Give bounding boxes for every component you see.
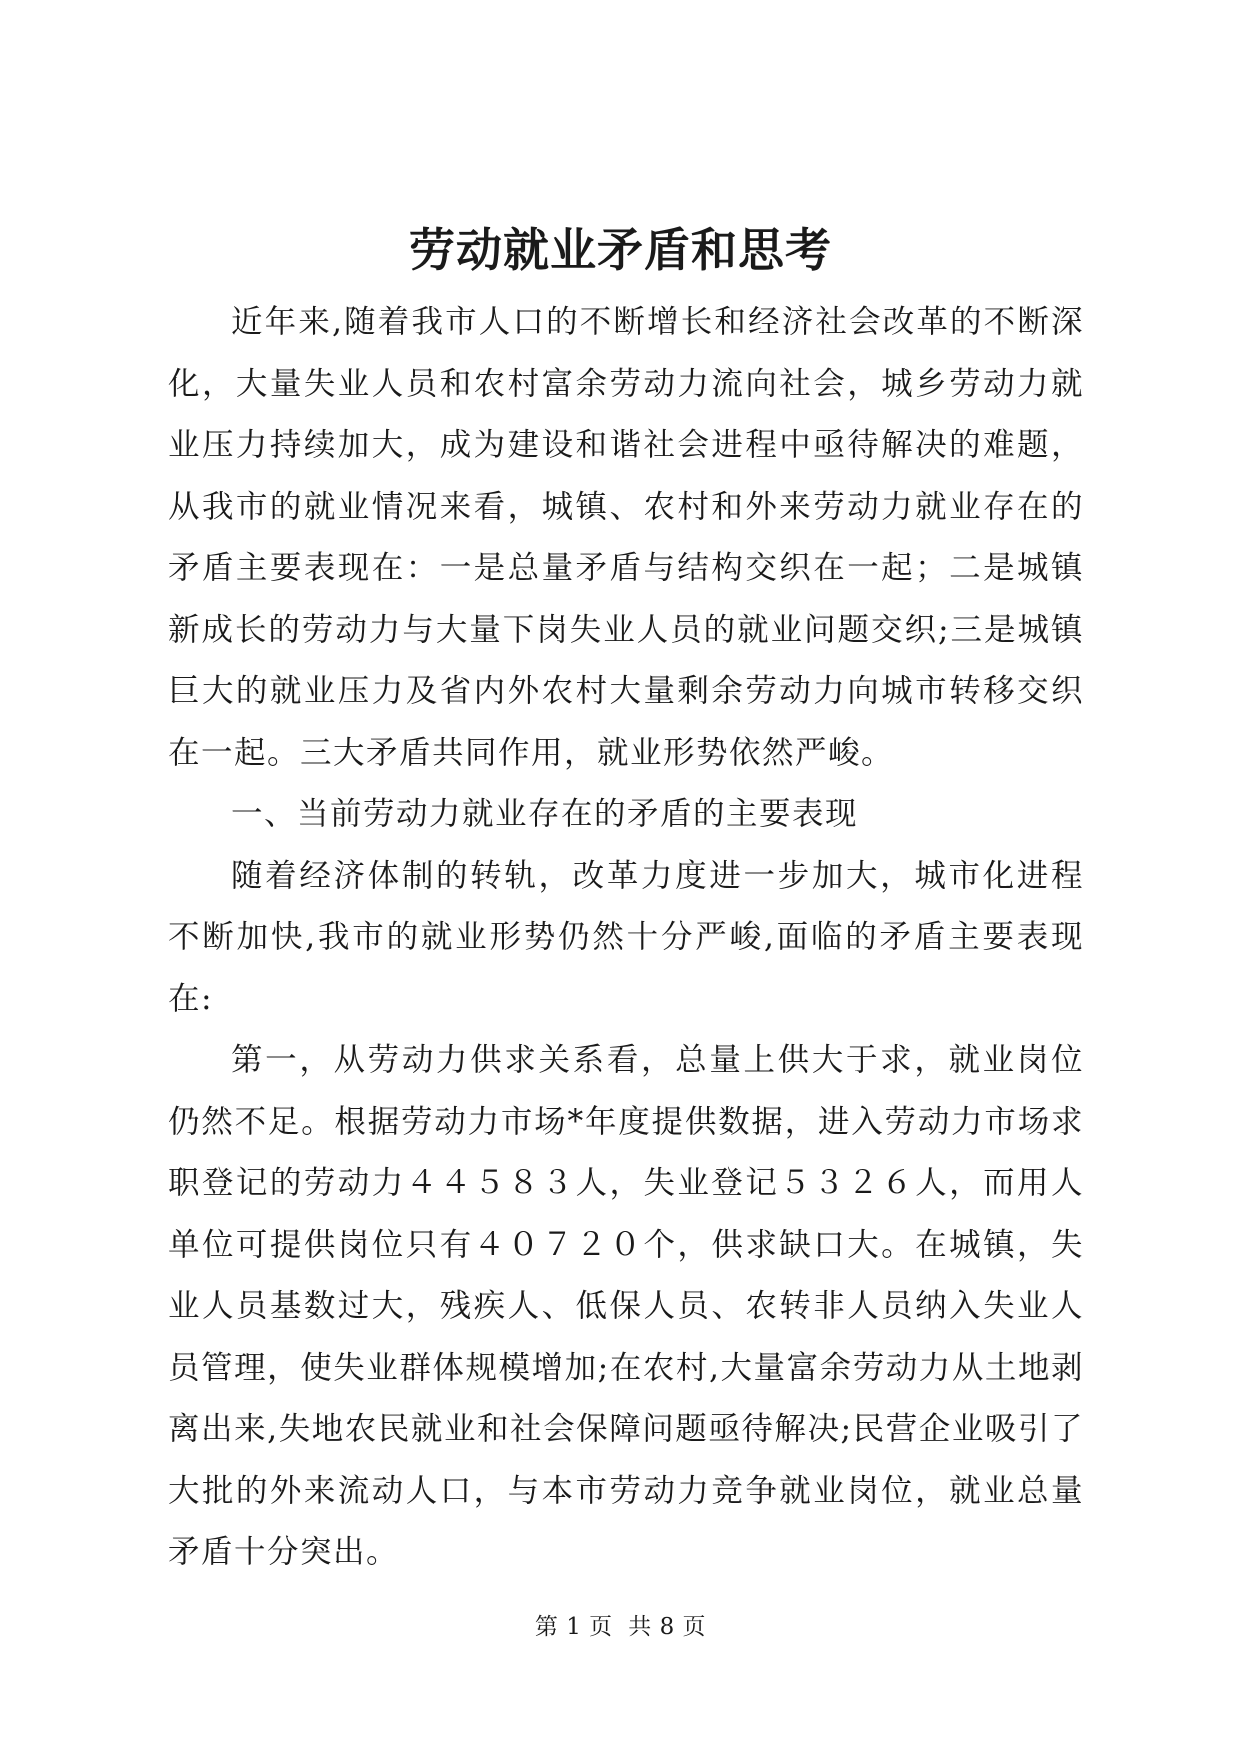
- section-heading: 一、当前劳动力就业存在的矛盾的主要表现: [231, 796, 859, 832]
- document-title: 劳动就业矛盾和思考: [409, 223, 832, 277]
- page-footer: [0, 1612, 1241, 1642]
- document-body: [168, 292, 1084, 1584]
- paragraph-first-point: 第一，从劳动力供求关系看，总量上供大于求，就业岗位仍然不足。根据劳动力市场*年度提供数据，进入劳动力市场求职登记的劳动力４４５８３人，失业登记５３２６人，而用人单位可提供岗位只有４０７２０个，供求缺口大。在城镇，失业人员基数过大，残疾人、低保人员、农转非人员纳入失业人员管理，使失业群体规模增加;在农村,大量富余劳动力从土地剥离出来,失地农民就业和社会保障问题亟待解决;民营企业吸引了大批的外来流动人口，与本市劳动力竞争就业岗位，就业总量矛盾十分突出。: [168, 1042, 1084, 1570]
- paragraph-background: 随着经济体制的转轨，改革力度进一步加大，城市化进程不断加快,我市的就业形势仍然十分严峻,面临的矛盾主要表现在:: [168, 857, 1084, 1017]
- paragraph-intro: 近年来,随着我市人口的不断增长和经济社会改革的不断深化，大量失业人员和农村富余劳动力流向社会，城乡劳动力就业压力持续加大，成为建设和谐社会进程中亟待解决的难题，从我市的就业情况来看，城镇、农村和外来劳动力就业存在的矛盾主要表现在：一是总量矛盾与结构交织在一起；二是城镇新成长的劳动力与大量下岗失业人员的就业问题交织;三是城镇巨大的就业压力及省内外农村大量剩余劳动力向城市转移交织在一起。三大矛盾共同作用，就业形势依然严峻。: [168, 304, 1084, 771]
- page-number: 第 1 页 共 8 页: [534, 1614, 707, 1640]
